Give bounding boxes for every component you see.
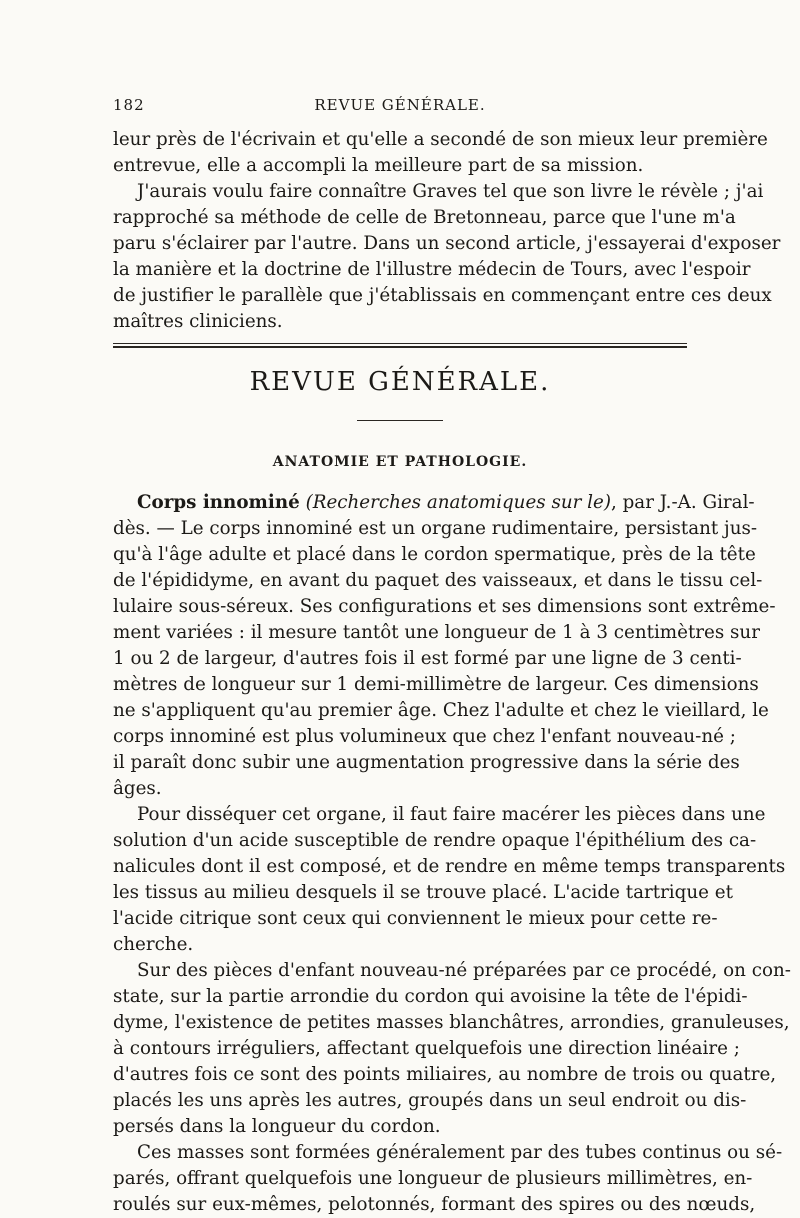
article-lead-line [113,490,755,516]
text-line: qu'à l'âge adulte et placé dans le cordon spermatique, près de la tête [113,544,756,565]
text-line: d'autres fois ce sont des points miliaires, au nombre de trois ou quatre, [113,1064,777,1085]
text-line: de justifier le parallèle que j'établissais en commençant entre ces deux [113,285,772,306]
text-line: rapproché sa méthode de celle de Bretonneau, parce que l'une m'a [113,207,736,228]
text-line: roulés sur eux-mêmes, pelotonnés, formant des spires ou des nœuds, [113,1194,756,1215]
text-line: dyme, l'existence de petites masses blanchâtres, arrondies, granuleuses, [113,1012,790,1033]
text-line: mètres de longueur sur 1 demi-millimètre de largeur. Ces dimensions [113,674,759,695]
text-line: la manière et la doctrine de l'illustre médecin de Tours, avec l'espoir [113,259,751,280]
text-line: Pour disséquer cet organe, il faut faire macérer les pièces dans une [137,804,766,825]
text-line: cherche. [113,934,194,955]
text-line: solution d'un acide susceptible de rendre opaque l'épithélium des ca- [113,830,757,851]
article-citation: (Recherches anatomiques sur le) [305,492,611,513]
text-line: paru s'éclairer par l'autre. Dans un second article, j'essayerai d'exposer [113,233,781,254]
text-line: à contours irréguliers, affectant quelquefois une direction linéaire ; [113,1038,740,1059]
separator-rule-thin [113,343,687,344]
subsection-title: ANATOMIE ET PATHOLOGIE. [272,454,528,470]
text-line: persés dans la longueur du cordon. [113,1116,441,1137]
text-line: placés les uns après les autres, groupés dans un seul endroit ou dis- [113,1090,747,1111]
text-line: J'aurais voulu faire connaître Graves tel que son livre le révèle ; j'ai [137,181,764,202]
text-line: Ces masses sont formées généralement par des tubes continus ou sé- [137,1142,783,1163]
text-line: parés, offrant quelquefois une longueur de plusieurs millimètres, en- [113,1168,753,1189]
text-line: il paraît donc subir une augmentation progressive dans la série des [113,752,740,773]
separator-rule-thick [113,346,687,348]
text-line: entrevue, elle a accompli la meilleure part de sa mission. [113,155,644,176]
text-line: leur près de l'écrivain et qu'elle a secondé de son mieux leur première [113,129,768,150]
running-header [113,96,687,120]
article-lead-rest: , par J.-A. Giral- [610,492,755,513]
text-line: maîtres cliniciens. [113,311,283,332]
text-line: âges. [113,778,162,799]
short-divider [357,420,443,421]
text-line: nalicules dont il est composé, et de rendre en même temps transparents [113,856,786,877]
text-line: state, sur la partie arrondie du cordon qui avoisine la tête de l'épidi- [113,986,748,1007]
text-line: ment variées : il mesure tantôt une longueur de 1 à 3 centimètres sur [113,622,760,643]
text-line: dès. — Le corps innominé est un organe rudimentaire, persistant jus- [113,518,758,539]
running-title: REVUE GÉNÉRALE. [314,96,486,114]
page-number: 182 [113,96,145,114]
text-line: corps innominé est plus volumineux que chez l'enfant nouveau-né ; [113,726,736,747]
text-line: l'acide citrique sont ceux qui conviennent le mieux pour cette re- [113,908,718,929]
text-line: de l'épididyme, en avant du paquet des vaisseaux, et dans le tissu cel- [113,570,763,591]
text-line: les tissus au milieu desquels il se trouve placé. L'acide tartrique et [113,882,733,903]
article-term: Corps innominé [137,492,300,513]
section-title: REVUE GÉNÉRALE. [249,367,551,397]
text-line: Sur des pièces d'enfant nouveau-né préparées par ce procédé, on con- [137,960,791,981]
text-line: lulaire sous-séreux. Ses configurations et ses dimensions sont extrême- [113,596,776,617]
text-line: 1 ou 2 de largeur, d'autres fois il est formé par une ligne de 3 centi- [113,648,742,669]
text-line: ne s'appliquent qu'au premier âge. Chez l'adulte et chez le vieillard, le [113,700,769,721]
